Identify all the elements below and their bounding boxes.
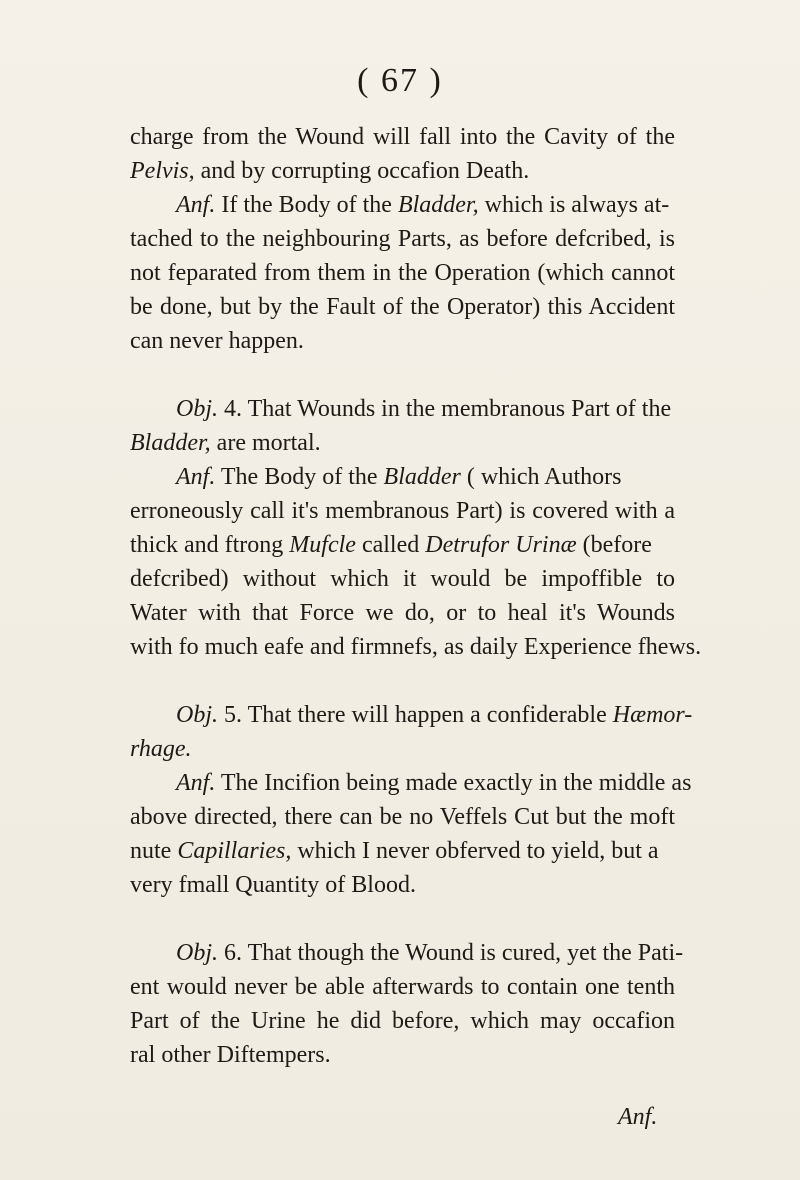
text-run: 6. That though the Wound is cured, yet the Pati- — [218, 940, 684, 966]
text-line: Part of the Urine he did before, which may occafion — [130, 1008, 675, 1034]
text-line: charge from the Wound will fall into the Cavity of the — [130, 124, 675, 150]
text-line: defcribed) without which it would be impoffible to — [130, 566, 675, 592]
objection-label: Obj. — [176, 396, 218, 422]
text-run: 5. That there will happen a confiderable — [218, 702, 613, 728]
answer-label: Anf. — [176, 770, 216, 796]
paragraph-3 — [130, 392, 675, 460]
text-run: are mortal. — [210, 430, 321, 456]
paragraph-gap — [130, 902, 675, 936]
text-line — [130, 698, 693, 732]
paragraph-2 — [130, 188, 675, 358]
answer-label: Anf. — [176, 464, 216, 490]
text-line: tached to the neighbouring Parts, as before defcribed, is — [130, 226, 675, 252]
page-number: ( 67 ) — [357, 62, 443, 99]
text-run: which I never obferved to yield, but a — [291, 838, 659, 864]
text-line — [130, 392, 675, 426]
text-line: with fo much eafe and firmnefs, as daily Experience fhews. — [130, 634, 702, 660]
answer-label: Anf. — [176, 192, 216, 218]
paragraph-gap — [130, 664, 675, 698]
text-run: nute — [130, 838, 178, 864]
text-run: 4. That Wounds in the membranous Part of the — [218, 396, 672, 422]
italic-term: rhage. — [130, 736, 192, 762]
italic-term: Detrufor Urinæ — [425, 532, 577, 558]
paragraph-5 — [130, 698, 693, 766]
text-line — [130, 528, 675, 562]
text-line — [130, 732, 675, 766]
text-run: ( which Authors — [460, 464, 622, 490]
objection-label: Obj. — [176, 702, 218, 728]
text-line: Water with that Force we do, or to heal it's Wounds — [130, 600, 675, 626]
italic-term: Mufcle — [289, 532, 356, 558]
paragraph-4 — [130, 460, 702, 664]
italic-term: Bladder — [383, 464, 461, 490]
text-line — [130, 426, 675, 460]
text-line — [130, 154, 675, 188]
italic-term: Bladder, — [130, 430, 211, 456]
text-run: (before — [576, 532, 652, 558]
text-line: ent would never be able afterwards to contain one tenth — [130, 974, 675, 1000]
text-line — [130, 766, 692, 800]
paragraph-7 — [130, 936, 684, 1072]
paragraph-1 — [130, 120, 675, 188]
text-line: can never happen. — [130, 328, 304, 354]
objection-label: Obj. — [176, 940, 218, 966]
text-line: above directed, there can be no Veffels Cut but the moft — [130, 804, 675, 830]
text-line: erroneously call it's membranous Part) is covered with a — [130, 498, 675, 524]
text-run: called — [355, 532, 426, 558]
italic-term: Bladder, — [397, 192, 479, 218]
italic-term: Capillaries, — [177, 838, 292, 864]
text-line: very fmall Quantity of Blood. — [130, 872, 416, 898]
text-run: thick and ftrong — [130, 532, 290, 558]
page-body — [130, 120, 702, 1072]
text-run: and by corrupting occafion Death. — [194, 158, 530, 184]
text-line — [130, 188, 675, 222]
paragraph-gap — [130, 358, 675, 392]
catchword: Anf. — [618, 1104, 658, 1130]
italic-term: Hæmor- — [612, 702, 693, 728]
text-line: ral other Diftempers. — [130, 1042, 331, 1068]
italic-term: Pelvis, — [130, 158, 195, 184]
text-run: The Body of the — [215, 464, 384, 490]
text-run: The Incifion being made exactly in the middle as — [215, 770, 692, 796]
text-line: be done, but by the Fault of the Operator) this Accident — [130, 294, 675, 320]
text-line — [130, 460, 675, 494]
text-run: If the Body of the — [215, 192, 398, 218]
paragraph-6 — [130, 766, 692, 902]
text-run: which is always at- — [478, 192, 670, 218]
text-line — [130, 936, 684, 970]
text-line — [130, 834, 675, 868]
text-line: not feparated from them in the Operation (which cannot — [130, 260, 675, 286]
